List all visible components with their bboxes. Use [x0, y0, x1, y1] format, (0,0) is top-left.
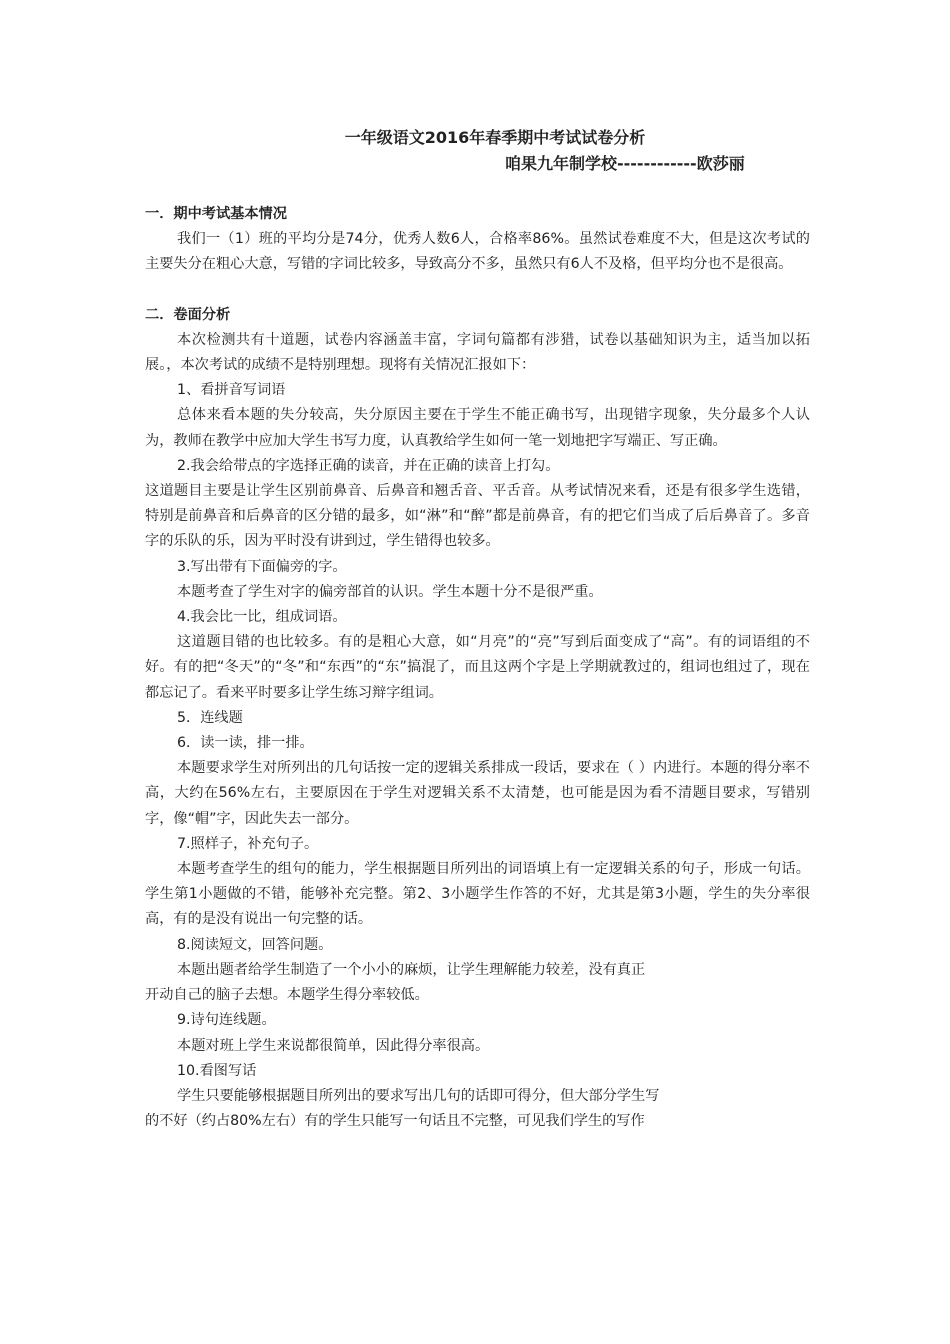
q10-title: 10.看图写话: [177, 1062, 257, 1079]
q3-paragraph: 本题考查了学生对字的偏旁部首的认识。学生本题十分不是很严重。: [177, 583, 603, 600]
section2-intro: 本次检测共有十道题，试卷内容涵盖丰富，字词句篇都有涉猎，试卷以基础知识为主，适当加以拓展。，本次考试的成绩不是特别理想。现将有关情况汇报如下：: [145, 331, 810, 374]
q1-paragraph: 总体来看本题的失分较高，失分原因主要在于学生不能正确书写，出现错字现象，失分最多个人认为，教师在教学中应加大学生书写力度，认真教给学生如何一笔一划地把字写端正、写正确。: [145, 407, 810, 449]
q7-title: 7.照样子，补充句子。: [177, 835, 319, 852]
section2-heading: 二．卷面分析: [145, 306, 231, 323]
section1-heading: 一．期中考试基本情况: [145, 206, 287, 222]
q10-paragraph-line2: 的不好（约占80%左右）有的学生只能写一句话且不完整，可见我们学生的写作: [145, 1113, 645, 1130]
q8-paragraph-line1: 本题出题者给学生制造了一个小小的麻烦，让学生理解能力较差，没有真正: [177, 961, 646, 978]
q4-paragraph: 这道题目错的也比较多。有的是粗心大意，如“月亮”的“亮”写到后面变成了“高”。有的词语组的不好。有的把“冬天”的“冬”和“东西”的“东”搞混了，而且这两个字是上学期就教过的，组词也组过了，现在都忘记了。看来平时要多让学生练习辩字组词。: [145, 634, 810, 701]
q4-title: 4.我会比一比，组成词语。: [177, 609, 347, 626]
section1-paragraph: 我们一（1）班的平均分是74分，优秀人数6人，合格率86%。虽然试卷难度不大，但是这次考试的主要失分在粗心大意，写错的字词比较多，导致高分不多，虽然只有6人不及格，但平均分也不是很高。: [145, 231, 810, 273]
q5-title: 5．连线题: [177, 709, 243, 726]
q8-paragraph-line2: 开动自己的脑子去想。本题学生得分率较低。: [145, 987, 429, 1004]
q2-paragraph: 这道题目主要是让学生区别前鼻音、后鼻音和翘舌音、平舌音。从考试情况来看，还是有很多学生选错，特别是前鼻音和后鼻音的区分错的最多，如“淋”和“醉”都是前鼻音，有的把它们当成了后后鼻音了。多音字的乐队的乐，因为平时没有讲到过，学生错得也较多。: [145, 483, 810, 550]
q10-paragraph-line1: 学生只要能够根据题目所列出的要求写出几句的话即可得分，但大部分学生写: [177, 1087, 660, 1104]
q3-title: 3.写出带有下面偏旁的字。: [177, 558, 347, 575]
q7-paragraph: 本题考查学生的组句的能力，学生根据题目所列出的词语填上有一定逻辑关系的句子，形成一句话。学生第1小题做的不错，能够补充完整。第2、3小题学生作答的不好，尤其是第3小题，学生的失分率很高，有的是没有说出一句完整的话。: [145, 861, 810, 928]
q8-title: 8.阅读短文，回答问题。: [177, 936, 333, 953]
document-author: 咱果九年制学校------------欧莎丽: [505, 154, 745, 173]
q1-title: 1、看拼音写词语: [177, 382, 286, 399]
q9-paragraph: 本题对班上学生来说都很简单，因此得分率很高。: [177, 1037, 490, 1054]
q6-title: 6．读一读，排一排。: [177, 735, 314, 752]
q6-paragraph: 本题要求学生对所列出的几句话按一定的逻辑关系排成一段话，要求在（ ）内进行。本题的得分率不高，大约在56%左右，主要原因在于学生对逻辑关系不太清楚，也可能是因为看不清题目要求，写错别字，像“帽”字，因此失去一部分。: [145, 760, 810, 827]
q9-title: 9.诗句连线题。: [177, 1012, 276, 1029]
document-body: [145, 202, 810, 1134]
section-spacer: [145, 278, 810, 303]
q2-title: 2.我会给带点的字选择正确的读音，并在正确的读音上打勾。: [177, 457, 560, 474]
document-title: 一年级语文2016年春季期中考试试卷分析: [344, 128, 646, 147]
